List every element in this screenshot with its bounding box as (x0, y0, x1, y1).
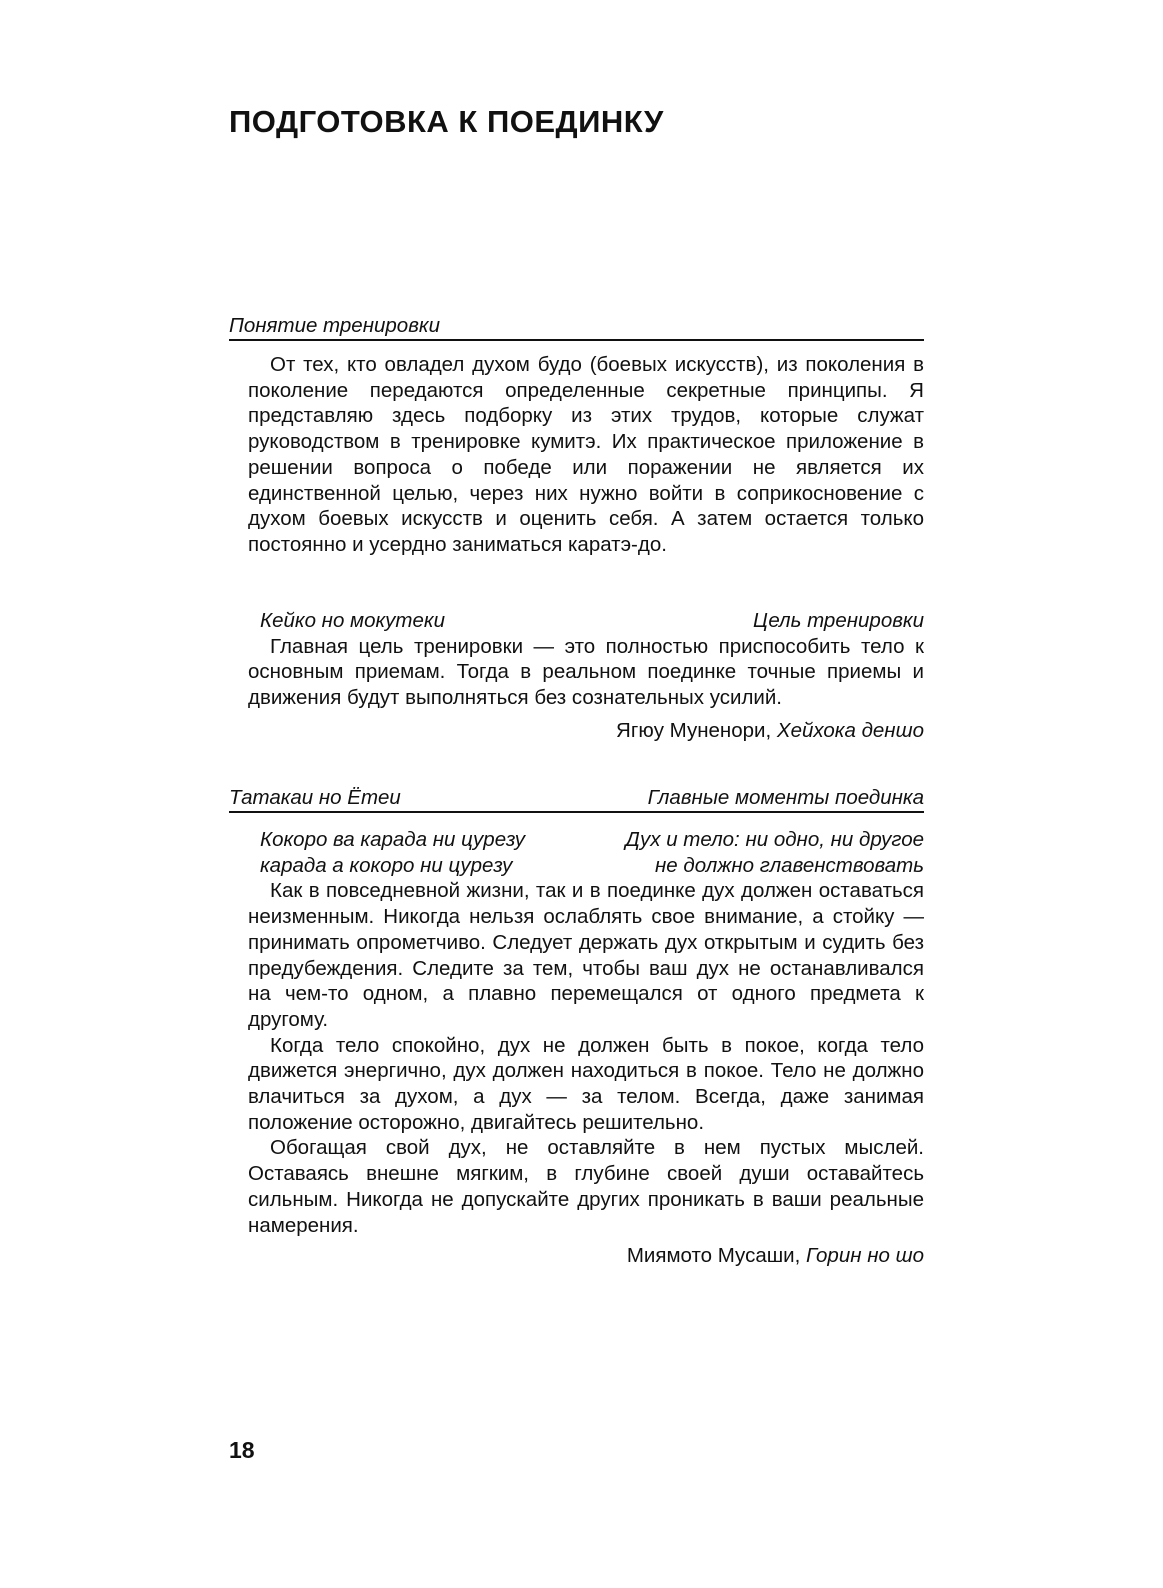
intro-paragraph: От тех, кто овладел духом будо (боевых искусств), из поколения в поколение передаются определенные секретные принципы. Я представляю здесь подборку из этих трудов, которые служат руководством в тренировке кумитэ. Их практическое приложение в решении вопроса о победе или поражении не является их единственной целью, через них нужно войти в соприкосновение с духом боевых искусств и оценить себя. А затем остается только постоянно и усердно заниматься каратэ-до. (248, 353, 924, 556)
attribution-author: Миямото Мусаши, (626, 1244, 801, 1268)
fight-paragraph-3: Обогащая свой дух, не оставляйте в нем пустых мыслей. Оставаясь внешне мягким, в глубине своей души оставайтесь сильным. Никогда не допускайте других проникать в ваши реальные намерения. (248, 1136, 924, 1237)
attribution-work: Хейхока деншо (776, 718, 924, 742)
quote-title-japanese: Кейко но мокутеки (260, 609, 445, 632)
section-heading-training-concept (229, 313, 924, 341)
maxim-japanese-1: Кокоро ва карада ни цурезу (260, 828, 525, 851)
maxim-japanese-2: карада а кокоро ни цурезу (260, 853, 513, 877)
section-heading-japanese: Татакаи но Ётеи (229, 786, 401, 809)
page-title: ПОДГОТОВКА К ПОЕДИНКУ (229, 104, 664, 139)
page-number: 18 (229, 1437, 255, 1463)
quote-attribution (248, 718, 924, 744)
quote-block-training-goal (248, 608, 924, 744)
section-heading-fight-moments (229, 785, 924, 813)
fight-attribution (248, 1243, 924, 1269)
quote-title-russian: Цель тренировки (752, 609, 924, 632)
fight-paragraph-2: Когда тело спокойно, дух не должен быть в покое, когда тело движется энергично, дух должен находиться в покое. Тело не должно влачиться за духом, а дух — за телом. Всегда, даже занимая положение осторожно, двигайтесь решительно. (248, 1033, 924, 1134)
maxim-russian-2: не должно главенствовать (655, 853, 924, 877)
fight-paragraph-1: Как в повседневной жизни, так и в поединке дух должен оставаться неизменным. Никогда нельзя ослаблять свое внимание, а стойку — принимать опрометчиво. Следует держать дух открытым и судить без предубеждения. Следите за тем, чтобы ваш дух не останавливался на чем-то одном, а плавно перемещался от одного предмета к другому. (248, 879, 924, 1031)
section-heading-russian: Главные моменты поединка (647, 786, 924, 809)
maxim-row-2 (248, 853, 924, 879)
attribution-work: Горин но шо (806, 1244, 924, 1268)
fight-moments-block (248, 827, 924, 1269)
quote-title-row (248, 608, 924, 634)
quote-paragraph: Главная цель тренировки — это полностью приспособить тело к основным приемам. Тогда в реальном поединке точные приемы и движения будут выполняться без сознательных усилий. (248, 634, 924, 710)
maxim-row-1 (248, 827, 924, 853)
maxim-russian-1: Дух и тело: ни одно, ни другое (625, 828, 924, 851)
section-heading-text: Понятие тренировки (229, 314, 440, 337)
attribution-author: Ягюу Муненори, (616, 718, 772, 742)
intro-block (248, 352, 924, 558)
